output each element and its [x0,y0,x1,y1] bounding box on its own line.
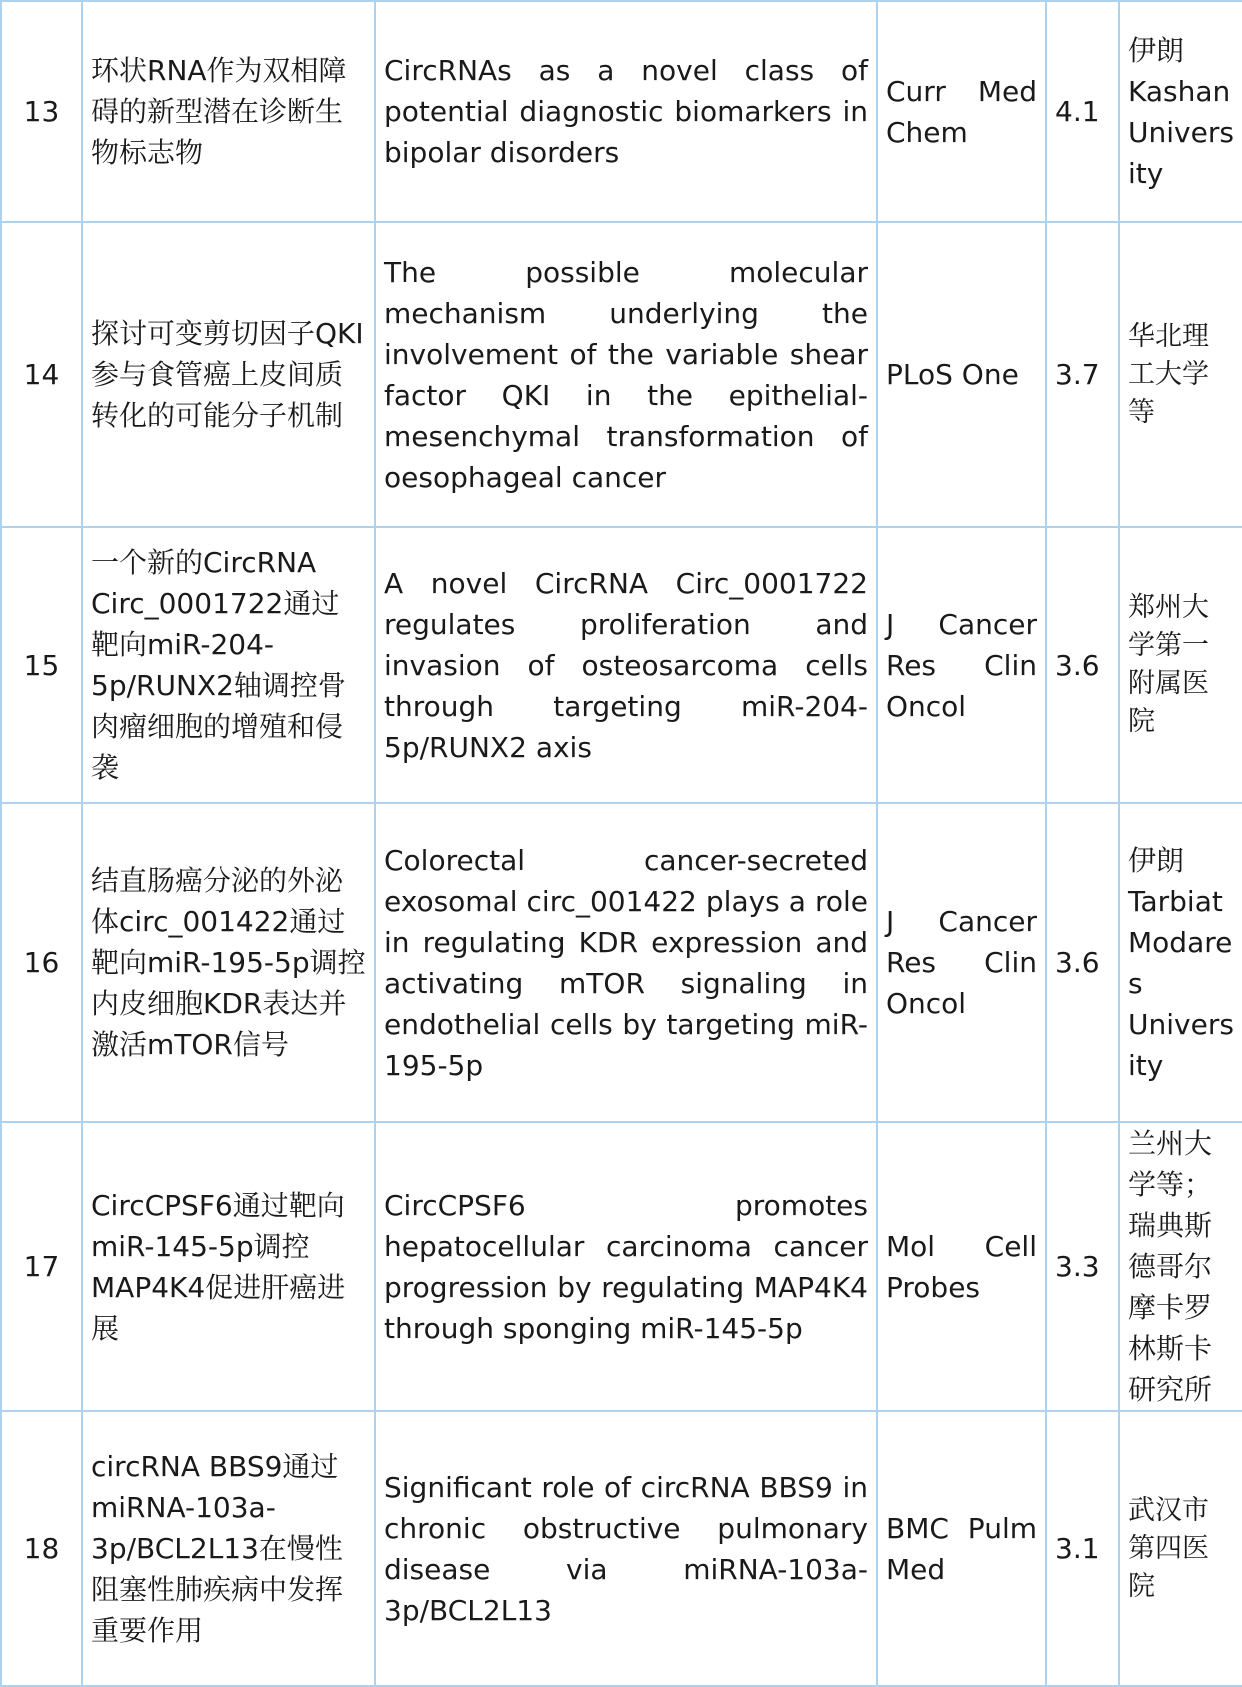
table-row [1,1,1242,222]
chinese-title: circRNA BBS9通过miRNA-103a-3p/BCL2L13在慢性阻塞性肺疾病中发挥重要作用 [82,1411,375,1686]
impact-factor: 3.6 [1046,527,1119,803]
journal-name: BMC Pulm Med [877,1411,1046,1686]
row-number: 14 [1,222,82,527]
english-title: Significant role of circRNA BBS9 in chronic obstructive pulmonary disease via miRNA-103a-3p/BCL2L13 [375,1411,877,1686]
row-number: 18 [1,1411,82,1686]
english-title: Colorectal cancer-secreted exosomal circ_001422 plays a role in regulating KDR expression and activating mTOR signaling in endothelial cells by targeting miR-195-5p [375,803,877,1122]
english-title: The possible molecular mechanism underlying the involvement of the variable shear factor QKI in the epithelial-mesenchymal transformation of oesophageal cancer [375,222,877,527]
institution: 兰州大学等；瑞典斯德哥尔摩卡罗林斯卡研究所 [1119,1122,1242,1411]
table-row [1,1411,1242,1686]
table-row [1,1122,1242,1411]
english-title: CircCPSF6 promotes hepatocellular carcinoma cancer progression by regulating MAP4K4 through sponging miR-145-5p [375,1122,877,1411]
impact-factor: 3.7 [1046,222,1119,527]
institution: 武汉市第四医院 [1119,1411,1242,1686]
chinese-title: 结直肠癌分泌的外泌体circ_001422通过靶向miR-195-5p调控内皮细胞KDR表达并激活mTOR信号 [82,803,375,1122]
journal-name: Mol Cell Probes [877,1122,1046,1411]
impact-factor: 3.1 [1046,1411,1119,1686]
row-number: 13 [1,1,82,222]
journal-name: PLoS One [877,222,1046,527]
journal-name: J Cancer Res Clin Oncol [877,803,1046,1122]
journal-name: J Cancer Res Clin Oncol [877,527,1046,803]
row-number: 15 [1,527,82,803]
institution: 伊朗Kashan University [1119,1,1242,222]
impact-factor: 4.1 [1046,1,1119,222]
english-title: CircRNAs as a novel class of potential diagnostic biomarkers in bipolar disorders [375,1,877,222]
chinese-title: 环状RNA作为双相障碍的新型潜在诊断生物标志物 [82,1,375,222]
chinese-title: CircCPSF6通过靶向miR-145-5p调控MAP4K4促进肝癌进展 [82,1122,375,1411]
chinese-title: 一个新的CircRNA Circ_0001722通过靶向miR-204-5p/RUNX2轴调控骨肉瘤细胞的增殖和侵袭 [82,527,375,803]
journal-name: Curr Med Chem [877,1,1046,222]
institution: 伊朗Tarbiat Modares University [1119,803,1242,1122]
chinese-title: 探讨可变剪切因子QKI参与食管癌上皮间质转化的可能分子机制 [82,222,375,527]
row-number: 16 [1,803,82,1122]
row-number: 17 [1,1122,82,1411]
institution: 郑州大学第一附属医院 [1119,527,1242,803]
english-title: A novel CircRNA Circ_0001722 regulates proliferation and invasion of osteosarcoma cells through targeting miR-204-5p/RUNX2 axis [375,527,877,803]
table-row [1,803,1242,1122]
institution: 华北理工大学等 [1119,222,1242,527]
table-row [1,222,1242,527]
table-row [1,527,1242,803]
impact-factor: 3.6 [1046,803,1119,1122]
impact-factor: 3.3 [1046,1122,1119,1411]
